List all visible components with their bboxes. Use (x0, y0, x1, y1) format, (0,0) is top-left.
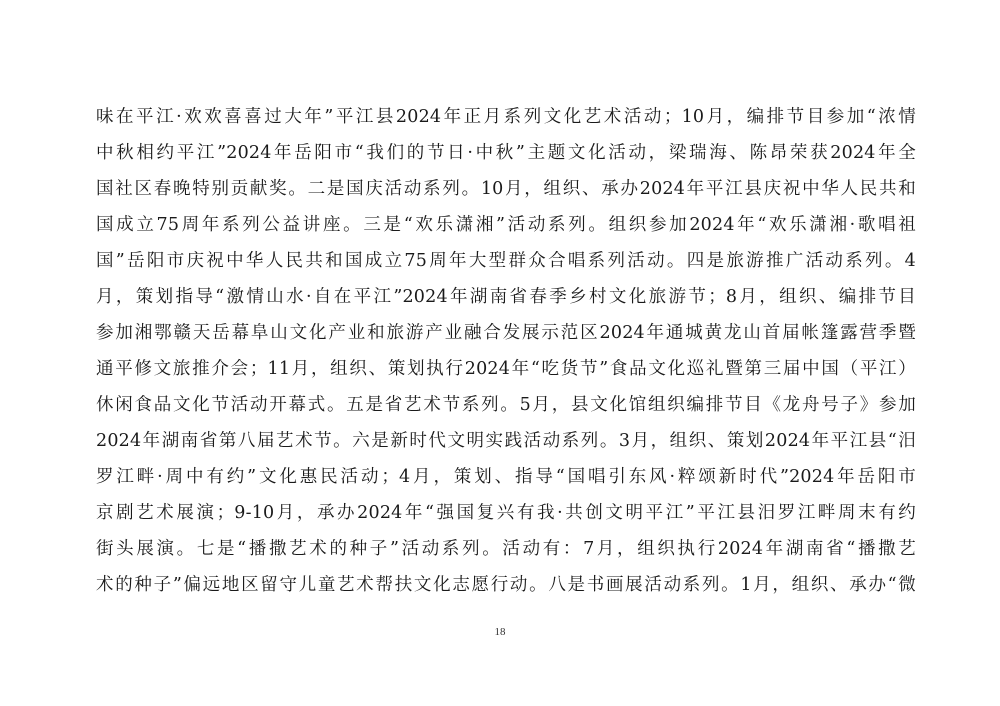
text-line: 2024年湖南省第八届艺术节。六是新时代文明实践活动系列。3月，组织、策划2024年平江县“汨 (96, 431, 916, 451)
text-line: 味在平江·欢欢喜喜过大年”平江县2024年正月系列文化艺术活动；10月，编排节目参加“浓情 (96, 107, 916, 127)
text-line: 国社区春晚特别贡献奖。二是国庆活动系列。10月，组织、承办2024年平江县庆祝中华人民共和 (96, 179, 916, 199)
body-text (96, 99, 916, 603)
text-line: 参加湘鄂赣天岳幕阜山文化产业和旅游产业融合发展示范区2024年通城黄龙山首届帐篷露营季暨 (96, 323, 916, 343)
text-line: 罗江畔·周中有约”文化惠民活动；4月，策划、指导“国唱引东风·粹颂新时代”2024年岳阳市 (96, 467, 916, 487)
text-line: 国”岳阳市庆祝中华人民共和国成立75周年大型群众合唱系列活动。四是旅游推广活动系列。4 (96, 251, 916, 271)
text-line: 术的种子”偏远地区留守儿童艺术帮扶文化志愿行动。八是书画展活动系列。1月，组织、承办“微 (96, 575, 916, 595)
page-number: 18 (494, 626, 506, 638)
text-line: 京剧艺术展演；9-10月，承办2024年“强国复兴有我·共创文明平江”平江县汨罗江畔周末有约 (96, 503, 916, 523)
text-line: 街头展演。七是“播撒艺术的种子”活动系列。活动有：7月，组织执行2024年湖南省“播撒艺 (96, 539, 916, 559)
text-line: 中秋相约平江”2024年岳阳市“我们的节日·中秋”主题文化活动，梁瑞海、陈昂荣获2024年全 (96, 143, 917, 163)
text-line: 国成立75周年系列公益讲座。三是“欢乐潇湘”活动系列。组织参加2024年“欢乐潇湘·歌唱祖 (96, 215, 916, 235)
text-line: 休闲食品文化节活动开幕式。五是省艺术节系列。5月，县文化馆组织编排节目《龙舟号子》参加 (96, 395, 916, 415)
text-line: 月，策划指导“激情山水·自在平江”2024年湖南省春季乡村文化旅游节；8月，组织、编排节目 (96, 287, 916, 307)
text-line: 通平修文旅推介会；11月，组织、策划执行2024年“吃货节”食品文化巡礼暨第三届中国（平江） (96, 359, 916, 379)
